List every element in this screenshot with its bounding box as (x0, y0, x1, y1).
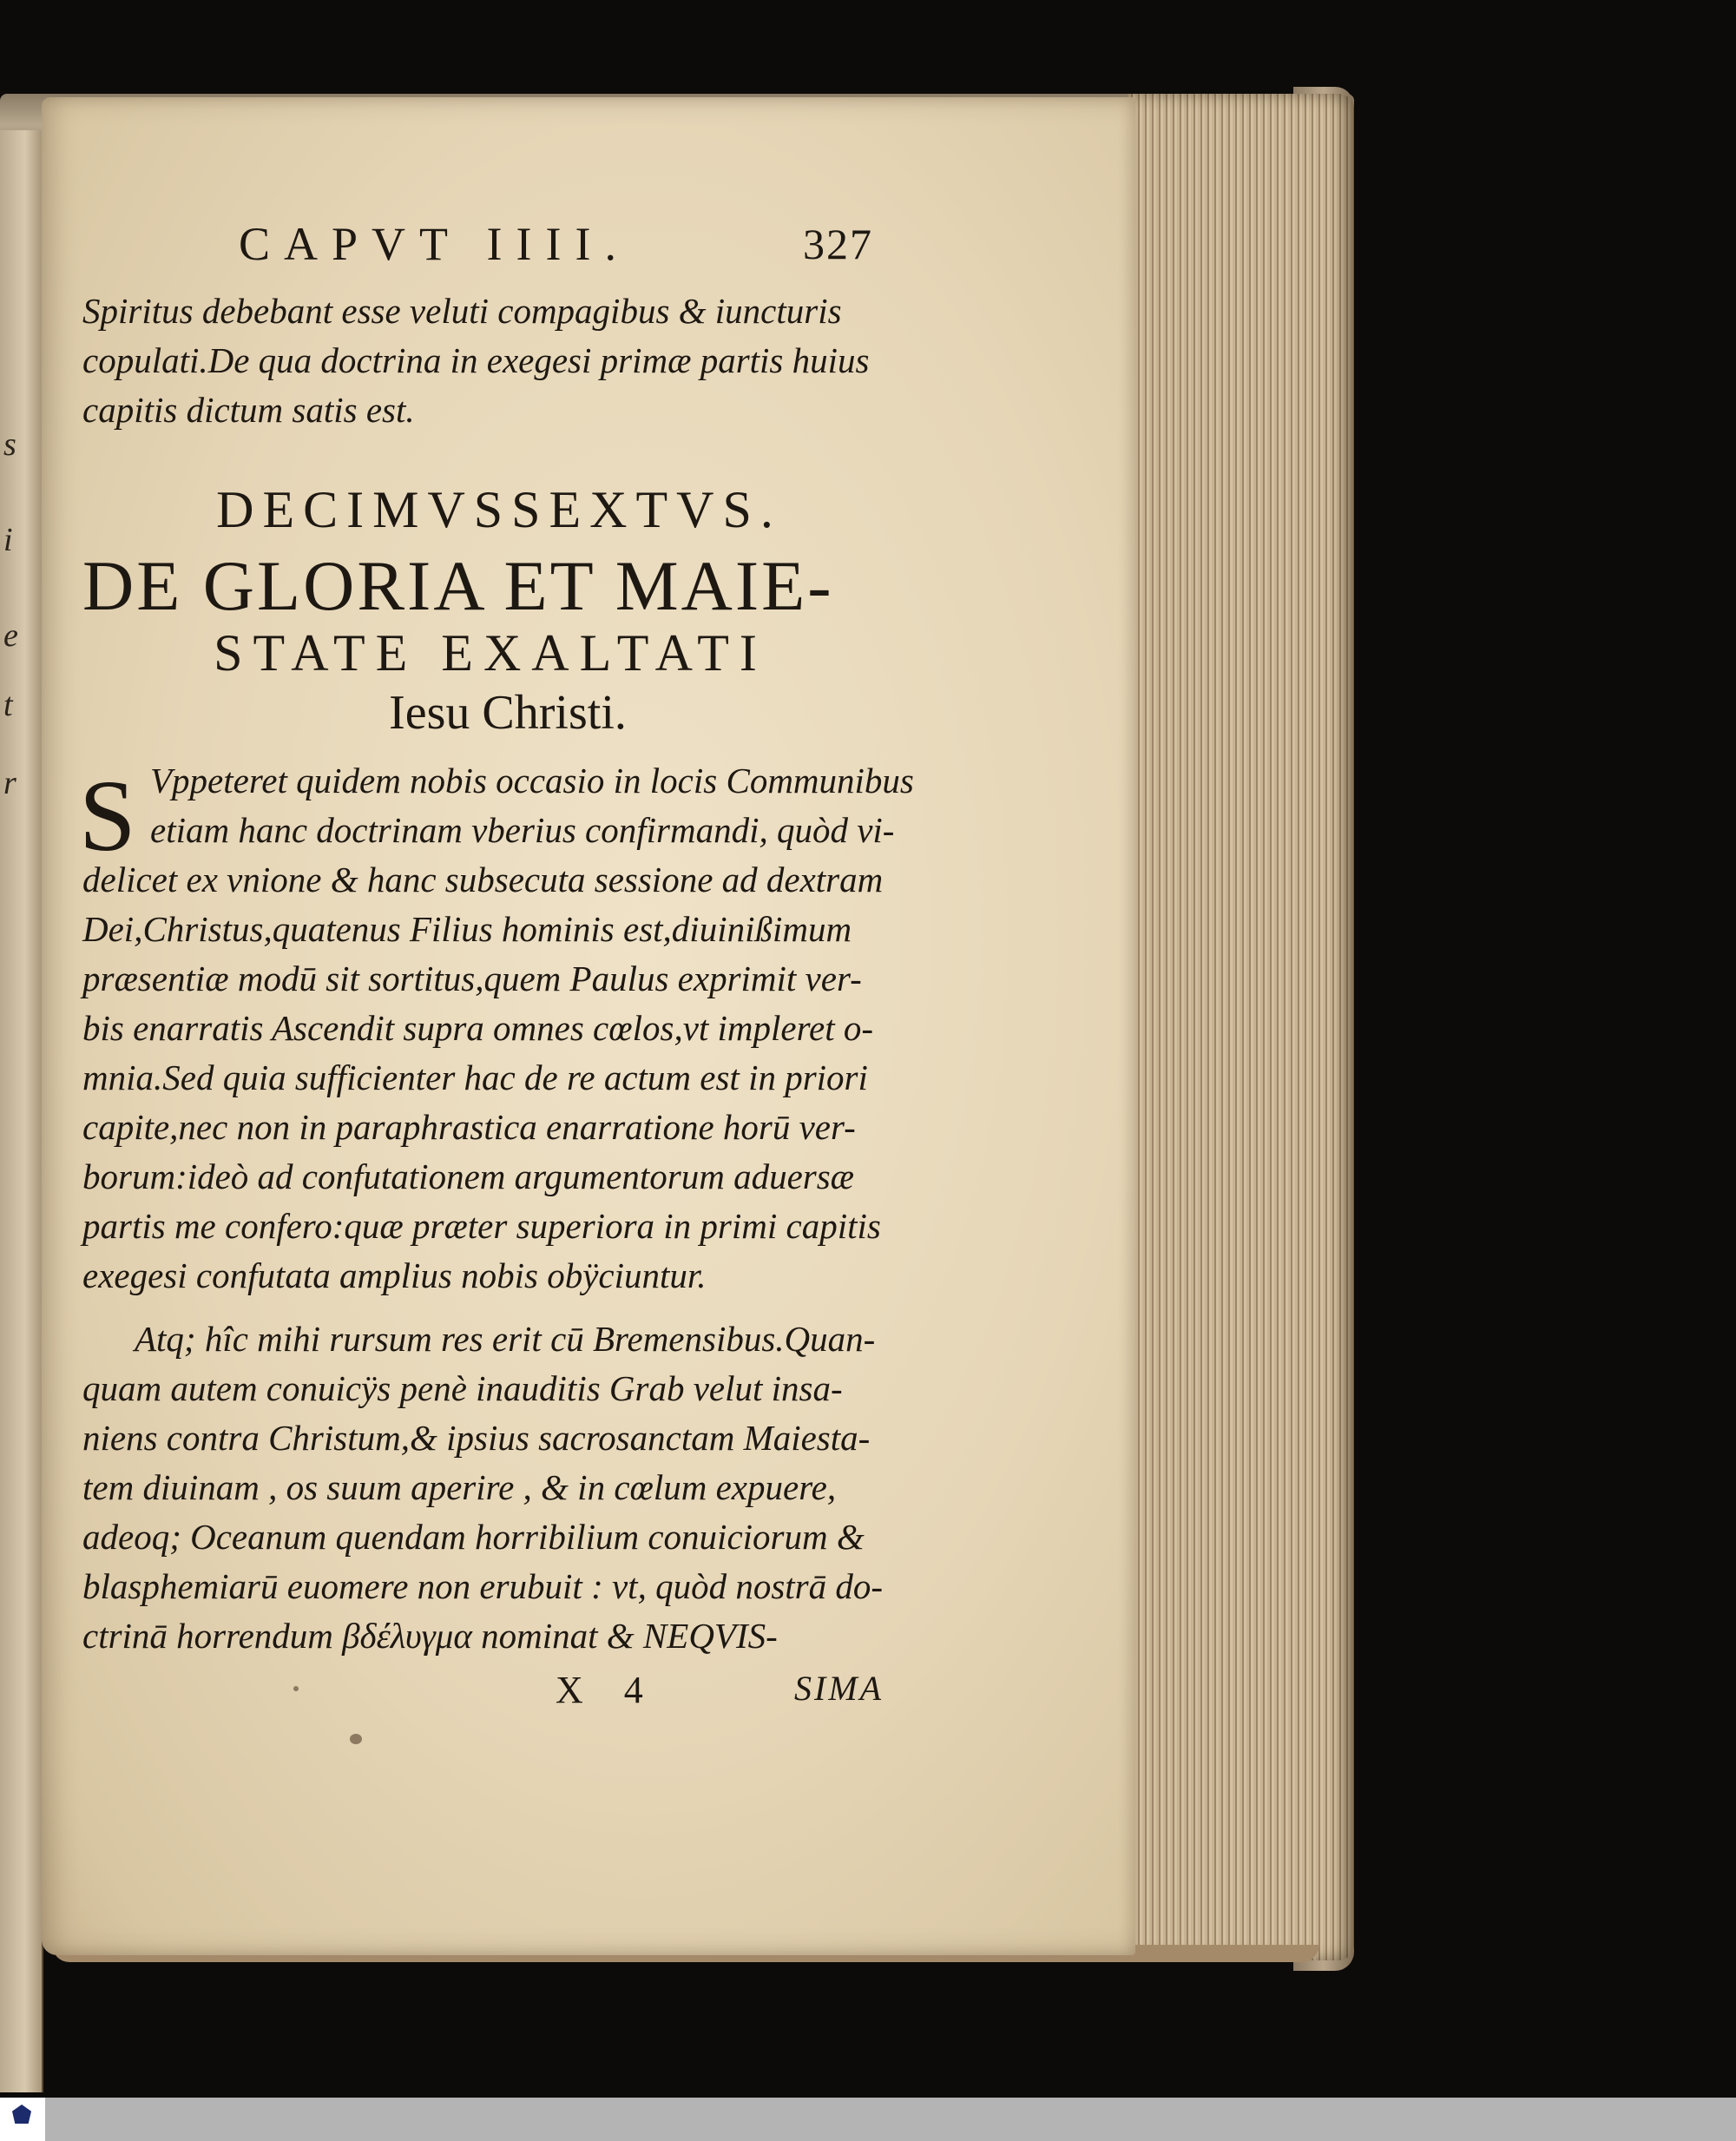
text-line: partis me confero:quæ præter superiora in primi capitis (82, 1206, 881, 1246)
paragraph-2 (82, 1314, 898, 1661)
ink-spot (350, 1734, 362, 1744)
text-line: Atq; hîc mihi rursum res erit cū Bremensibus.Quan- (135, 1319, 876, 1359)
text-line: bis enarratis Ascendit supra omnes cœlos,vt impleret o- (82, 1008, 874, 1048)
text-line: etiam hanc doctrinam vberius confirmandi, quòd vi- (150, 810, 895, 850)
text-line: borum:ideò ad confutationem argumentorum aduersæ (82, 1156, 855, 1196)
section-number: DECIMVSSEXTVS. (216, 481, 782, 538)
text-line: mnia.Sed quia sufficienter hac de re actum est in priori (82, 1057, 868, 1097)
section-title-line: Iesu Christi. (389, 686, 627, 740)
text-line: Spiritus debebant esse veluti compagibus & iuncturis (82, 291, 842, 331)
text-line: ctrinā horrendum βδέλυγμα nominat & NEQVIS- (82, 1616, 778, 1656)
catchword: SIMA (794, 1669, 884, 1708)
running-head-title: CAPVT IIII. (239, 218, 630, 270)
signature-mark: X 4 (556, 1669, 659, 1711)
page-text (79, 217, 914, 1720)
drop-cap: S (79, 759, 136, 873)
text-line: niens contra Christum,& ipsius sacrosanctam Maiesta- (82, 1418, 871, 1458)
text-line: delicet ex vnione & hanc subsecuta sessione ad dextram (82, 860, 884, 899)
text-line: blasphemiarū euomere non erubuit : vt, quòd nostrā do- (82, 1566, 884, 1606)
text-line: capitis dictum satis est. (82, 390, 415, 430)
text-line: Dei,Christus,quatenus Filius hominis est,diuinißimum (82, 909, 852, 949)
text-line: adeoq; Oceanum quendam horribilium conuiciorum & (82, 1517, 865, 1557)
text-line: capite,nec non in paraphrastica enarratione horū ver- (82, 1107, 856, 1147)
running-head (82, 217, 898, 287)
text-line: copulati.De qua doctrina in exegesi primæ partis huius (82, 340, 870, 380)
text-line: Vppeteret quidem nobis occasio in locis Communibus (150, 761, 914, 800)
viewer-bottom-bar (0, 2098, 1736, 2141)
text-line: tem diuinam , os suum aperire , & in cœlum expuere, (82, 1467, 837, 1507)
text-line: quam autem conuicÿs penè inauditis Grab velut insa- (82, 1368, 843, 1408)
library-logo[interactable] (0, 2098, 45, 2141)
paragraph-1 (79, 756, 914, 1301)
library-logo-icon (12, 2105, 31, 2124)
page-number: 327 (803, 220, 873, 268)
section-title-line: STATE EXALTATI (214, 624, 767, 682)
text-line: præsentiæ modū sit sortitus,quem Paulus exprimit ver- (82, 959, 862, 998)
text-line: exegesi confutata amplius nobis obÿciuntur. (82, 1255, 707, 1295)
page-stack-edge (1128, 94, 1354, 1960)
page-footer (82, 1668, 898, 1720)
left-page-edge: s i e t r (0, 130, 43, 2092)
section-title-line: DE GLORIA ET MAIE- (82, 546, 834, 625)
